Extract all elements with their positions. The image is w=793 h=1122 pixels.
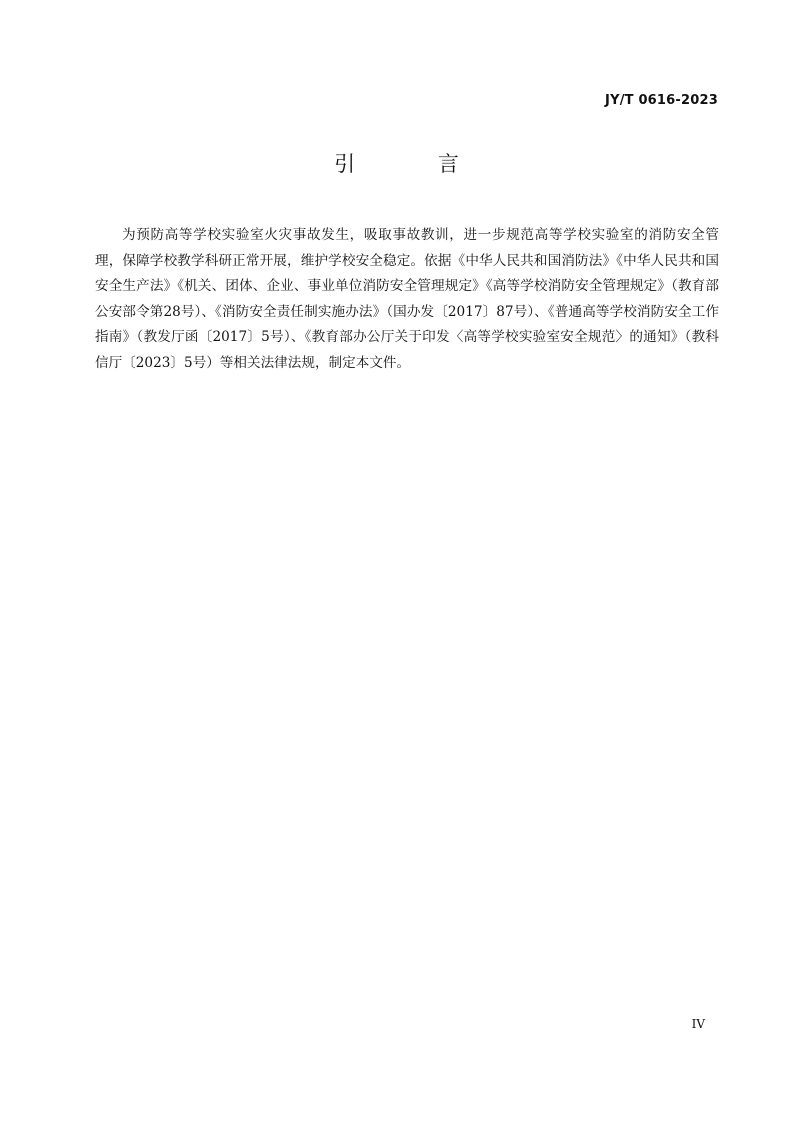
page-title: 引 言 [334,152,497,176]
introduction-paragraph: 为预防高等学校实验室火灾事故发生，吸取事故教训，进一步规范高等学校实验室的消防安全管理，保障学校教学科研正常开展，维护学校安全稳定。依据《中华人民共和国消防法》《中华人民共和国安全生产法》《机关、团体、企业、事业单位消防安全管理规定》《高等学校消防安全管理规定》（教育部 公安部令第28号）、《消防安全责任制实施办法》（国办发〔2017〕87号）、《普通高等学校消防安全工作指南》（教发厅函〔2017〕5号）、《教育部办公厅关于印发〈高等学校实验室安全规范〉的通知》（教科信厅〔2023〕5号）等相关法律法规，制定本文件。 [95,227,719,371]
standard-code: JY/T 0616-2023 [605,93,718,108]
page-number: IV [691,1017,705,1031]
